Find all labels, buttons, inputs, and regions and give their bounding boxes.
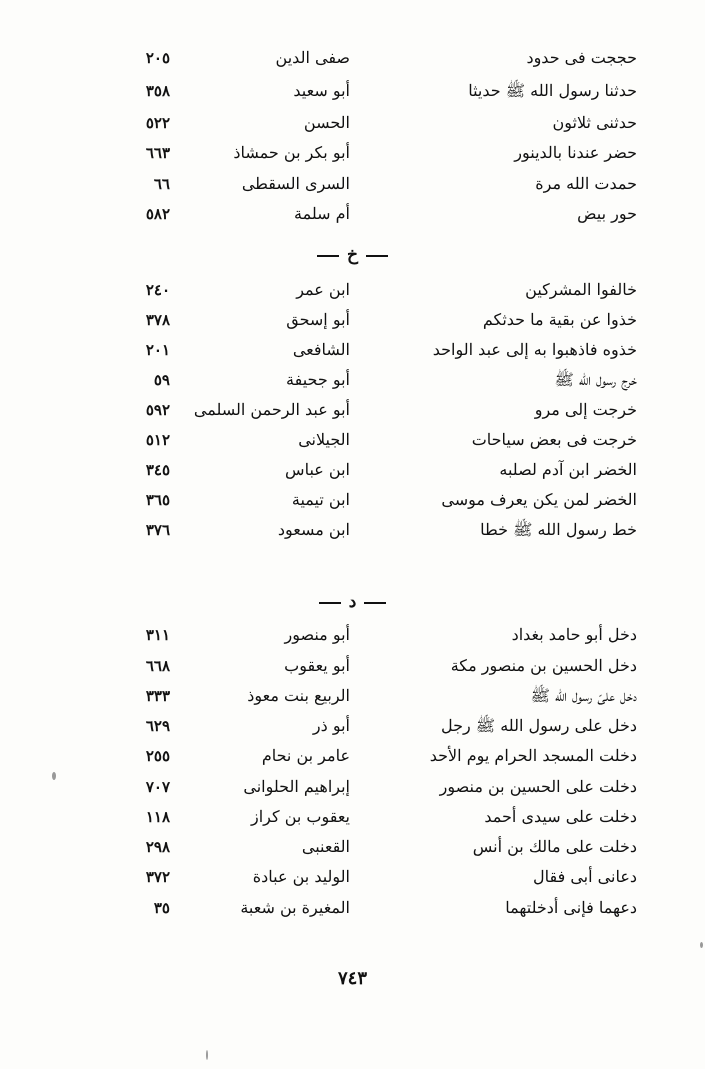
entry-narrator: ابن عمر [296, 280, 350, 299]
section-letter: خ [347, 245, 358, 265]
entry-text: دخل أبو حامد بغداد [511, 625, 637, 644]
entry-text: الخضر لمن يكن يعرف موسى [441, 490, 637, 509]
index-row [0, 862, 705, 892]
index-row [0, 802, 705, 832]
entry-narrator: إبراهيم الحلوانى [243, 777, 350, 796]
entry-narrator: أبو جحيفة [286, 370, 350, 389]
index-row [0, 741, 705, 771]
entry-page: ٦٢٩ [145, 717, 170, 735]
index-row [0, 76, 705, 106]
entry-text: خرجت إلى مرو [534, 400, 637, 419]
entry-narrator: أبو إسحق [286, 310, 350, 329]
entry-narrator: أبو منصور [284, 625, 350, 644]
entry-page: ٢٩٨ [145, 838, 170, 856]
index-row [0, 772, 705, 802]
entry-page: ٥٩ [153, 371, 170, 389]
entry-page: ٥١٢ [145, 431, 170, 449]
section-heading [0, 240, 705, 270]
entry-narrator: الشافعى [292, 340, 350, 359]
index-row [0, 43, 705, 73]
scan-speck [52, 772, 56, 780]
entry-text: دعانى أبى فقال [533, 867, 637, 886]
entry-narrator: الجيلانى [298, 430, 350, 449]
entry-page: ٦٦ [153, 175, 170, 193]
entry-text: خذوه فاذهبوا به إلى عبد الواحد [432, 340, 637, 359]
entry-narrator: ابن عباس [285, 460, 350, 479]
entry-page: ٣٦٥ [145, 491, 170, 509]
entry-narrator: أم سلمة [294, 204, 350, 223]
page-number: ٧٤٣ [337, 968, 367, 989]
entry-page: ٢٤٠ [145, 281, 170, 299]
entry-page: ١١٨ [145, 808, 170, 826]
index-row [0, 395, 705, 425]
entry-text: حججت فى حدود [526, 48, 637, 67]
index-row [0, 515, 705, 545]
entry-narrator: أبو سعيد [293, 81, 350, 100]
index-row [0, 305, 705, 335]
entry-narrator: أبو ذر [312, 716, 350, 735]
index-row [0, 275, 705, 305]
entry-text: حور بيض [577, 204, 637, 223]
index-row [0, 485, 705, 515]
index-row [0, 199, 705, 229]
scan-speck [700, 942, 703, 948]
entry-text: دخلت على الحسين بن منصور [439, 777, 637, 796]
entry-narrator: الوليد بن عبادة [252, 867, 350, 886]
index-row [0, 169, 705, 199]
entry-text: دخل علىّ رسول الله ﷺ [530, 686, 637, 705]
section-letter: د [348, 592, 357, 612]
entry-page: ٣٥ [153, 899, 170, 917]
entry-text: دخل على رسول الله ﷺ رجل [440, 716, 637, 735]
index-row [0, 832, 705, 862]
entry-page: ٣٤٥ [145, 461, 170, 479]
entry-page: ٦٦٨ [145, 657, 170, 675]
index-row [0, 335, 705, 365]
entry-narrator: ابن مسعود [277, 520, 350, 539]
entry-page: ٣١١ [145, 626, 170, 644]
scan-speck [206, 1050, 208, 1060]
entry-text: دعهما فإنى أدخلتهما [505, 898, 637, 917]
heading-dash [366, 255, 388, 257]
entry-text: خذوا عن بقية ما حدثكم [482, 310, 637, 329]
entry-page: ٣٧٨ [145, 311, 170, 329]
entry-narrator: يعقوب بن كراز [250, 807, 350, 826]
index-row [0, 425, 705, 455]
entry-text: خط رسول الله ﷺ خطا [480, 520, 637, 539]
entry-text: خالفوا المشركين [525, 280, 637, 299]
entry-page: ٥٨٢ [145, 205, 170, 223]
index-row [0, 108, 705, 138]
entry-page: ٧٠٧ [145, 778, 170, 796]
entry-text: خرج رسول الله ﷺ [554, 370, 637, 389]
entry-narrator: أبو يعقوب [284, 656, 350, 675]
entry-narrator: أبو بكر بن حمشاذ [233, 143, 350, 162]
index-row [0, 365, 705, 395]
entry-page: ٣٣٣ [145, 687, 170, 705]
entry-text: الخضر ابن آدم لصلبه [499, 460, 637, 479]
index-row [0, 138, 705, 168]
entry-narrator: السرى السقطى [241, 174, 350, 193]
index-row [0, 620, 705, 650]
index-row [0, 893, 705, 923]
heading-dash [364, 602, 386, 604]
entry-page: ٢٠٥ [145, 49, 170, 67]
entry-text: دخلت المسجد الحرام يوم الأحد [429, 746, 637, 765]
entry-page: ٣٧٦ [145, 521, 170, 539]
entry-narrator: عامر بن نحام [261, 746, 350, 765]
entry-text: خرجت فى بعض سياحات [471, 430, 637, 449]
entry-page: ٣٧٢ [145, 868, 170, 886]
entry-page: ٢٠١ [145, 341, 170, 359]
entry-narrator: المغيرة بن شعبة [240, 898, 350, 917]
entry-text: حمدت الله مرة [535, 174, 637, 193]
section-heading [0, 587, 705, 617]
entry-page: ٣٥٨ [145, 82, 170, 100]
entry-text: حدثنا رسول الله ﷺ حديثا [468, 81, 637, 100]
heading-dash [317, 255, 339, 257]
entry-text: دخلت على مالك بن أنس [472, 837, 637, 856]
entry-text: دخلت على سيدى أحمد [484, 807, 637, 826]
index-row [0, 455, 705, 485]
entry-narrator: القعنبى [301, 837, 350, 856]
heading-dash [319, 602, 341, 604]
entry-page: ٢٥٥ [145, 747, 170, 765]
entry-text: حضر عندنا بالدينور [514, 143, 637, 162]
entry-narrator: أبو عبد الرحمن السلمى [193, 400, 350, 419]
index-row [0, 711, 705, 741]
entry-narrator: الربيع بنت معوذ [247, 686, 350, 705]
entry-narrator: صفى الدين [275, 48, 350, 67]
entry-text: حدثنى ثلاثون [552, 113, 637, 132]
index-row [0, 681, 705, 711]
entry-narrator: ابن تيمية [291, 490, 350, 509]
entry-page: ٥٩٢ [145, 401, 170, 419]
entry-narrator: الحسن [303, 113, 350, 132]
entry-page: ٦٦٣ [145, 144, 170, 162]
entry-text: دخل الحسين بن منصور مكة [450, 656, 637, 675]
entry-page: ٥٢٢ [145, 114, 170, 132]
index-row [0, 651, 705, 681]
